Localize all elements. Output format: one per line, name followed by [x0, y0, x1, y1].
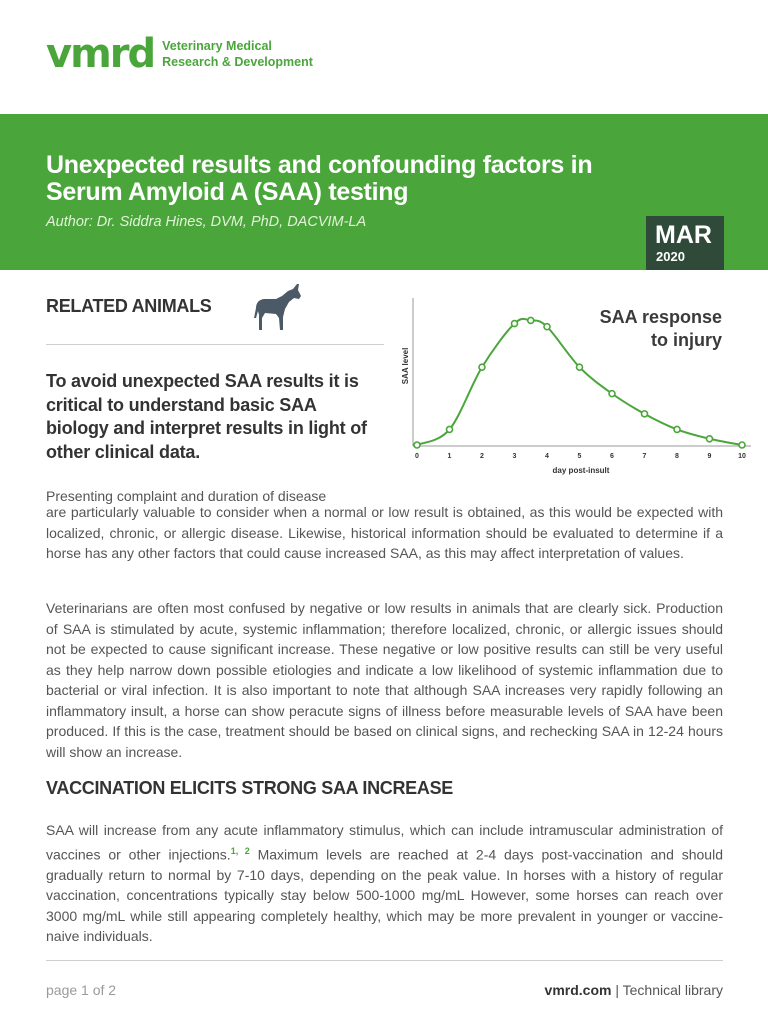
footer-links: [545, 982, 723, 998]
footer-divider: [46, 960, 723, 961]
x-tick-label: 10: [738, 453, 746, 460]
x-tick-label: 5: [577, 453, 582, 460]
paragraph-1-first-line: Presenting complaint and duration of disease: [46, 488, 327, 504]
chart-x-label: day post-insult: [552, 466, 610, 475]
date-year: 2020: [656, 249, 685, 264]
paragraph-3-part-b: Maximum levels are reached at 2-4 days post-vaccination and should gradually return to normal by 7-10 days, depending on the peak value. In horses with a history of regular vaccination, concentrations typically stay below 500-1000 mg/mL However, some horses can reach over 3000 mg/mL while still appearing completely healthy, which may be more prevalent in younger or vaccine-naive individuals.: [46, 846, 723, 945]
data-point: [739, 442, 745, 448]
x-tick-label: 9: [707, 453, 712, 460]
paragraph-1: are particularly valuable to consider when a normal or low result is obtained, as this would be expected with localized, chronic, or allergic disease. Likewise, historical information should be evaluated to determine if a horse has any other factors that could cause increased SAA, as this may affect interpretation of values.: [46, 504, 723, 561]
author-line: Author: Dr. Siddra Hines, DVM, PhD, DACVIM-LA: [46, 214, 367, 230]
data-point: [512, 321, 518, 327]
x-tick-label: 7: [642, 453, 647, 460]
data-point: [609, 391, 615, 397]
vmrd-logo[interactable]: [46, 31, 313, 77]
x-tick-label: 8: [675, 453, 679, 460]
site-link[interactable]: vmrd.com: [544, 982, 612, 998]
data-point: [544, 324, 550, 330]
date-badge: [646, 216, 724, 270]
data-point: [674, 426, 680, 432]
x-tick-label: 1: [447, 453, 452, 460]
x-tick-label: 4: [545, 453, 549, 460]
data-point: [447, 426, 453, 432]
company-name: [162, 38, 313, 70]
chart-title-line2: to injury: [651, 330, 722, 350]
data-point: [479, 364, 485, 370]
logo-wordmark: vmrd: [46, 31, 155, 77]
x-tick-label: 0: [415, 453, 419, 460]
x-tick-label: 3: [512, 453, 517, 460]
paragraph-3: [46, 820, 723, 947]
chart-y-label: SAA level: [401, 347, 410, 385]
lead-paragraph: To avoid unexpected SAA results it is critical to understand basic SAA biology and interpret results in light of other clinical data.: [46, 371, 367, 462]
date-month: MAR: [655, 221, 712, 249]
chart-title-line1: SAA response: [599, 307, 722, 327]
section-divider: [46, 344, 384, 345]
x-tick-label: 6: [610, 453, 614, 460]
company-name-line1: Veterinary Medical: [162, 39, 272, 53]
page-number: page 1 of 2: [46, 982, 117, 998]
x-tick-label: 2: [480, 453, 484, 460]
data-point: [528, 317, 534, 323]
data-point: [577, 364, 583, 370]
horse-icon[interactable]: [252, 282, 304, 332]
section-heading-vaccination: VACCINATION ELICITS STRONG SAA INCREASE: [46, 778, 453, 798]
technical-library-link[interactable]: Technical library: [622, 982, 723, 998]
data-point: [414, 442, 420, 448]
page-title: Unexpected results and confounding factors in Serum Amyloid A (SAA) testing: [46, 151, 593, 206]
saa-response-chart: [395, 288, 763, 483]
related-animals-heading: RELATED ANIMALS: [46, 296, 212, 316]
data-point: [642, 411, 648, 417]
company-name-line2: Research & Development: [162, 55, 313, 69]
paragraph-2: Veterinarians are often most confused by negative or low results in animals that are clearly sick. Production of SAA is stimulated by acute, systemic inflammation; therefore localized, chronic, or allergic issues should not be expected to cause significant increase. These negative or low positive results can still be very useful as they help narrow down possible etiologies and indicate a low likelihood of systemic inflammation due to bacterial or viral infection. It is also important to note that although SAA increases very rapidly following an inflammatory insult, a horse can show peracute signs of illness before measurable levels of SAA have been produced. If this is the case, treatment should be based on clinical signs, and rechecking SAA in 12-24 hours will show an increase.: [46, 600, 723, 760]
data-point: [707, 436, 713, 442]
citation-superscript[interactable]: 1, 2: [230, 845, 250, 856]
chart-x-ticks: [415, 453, 746, 460]
paragraph-3-part-a: SAA will increase from any acute inflammatory stimulus, which can include intramuscular administration of vaccines or other injections.: [46, 822, 723, 863]
title-banner: [0, 114, 768, 270]
footer-separator: |: [611, 982, 623, 998]
